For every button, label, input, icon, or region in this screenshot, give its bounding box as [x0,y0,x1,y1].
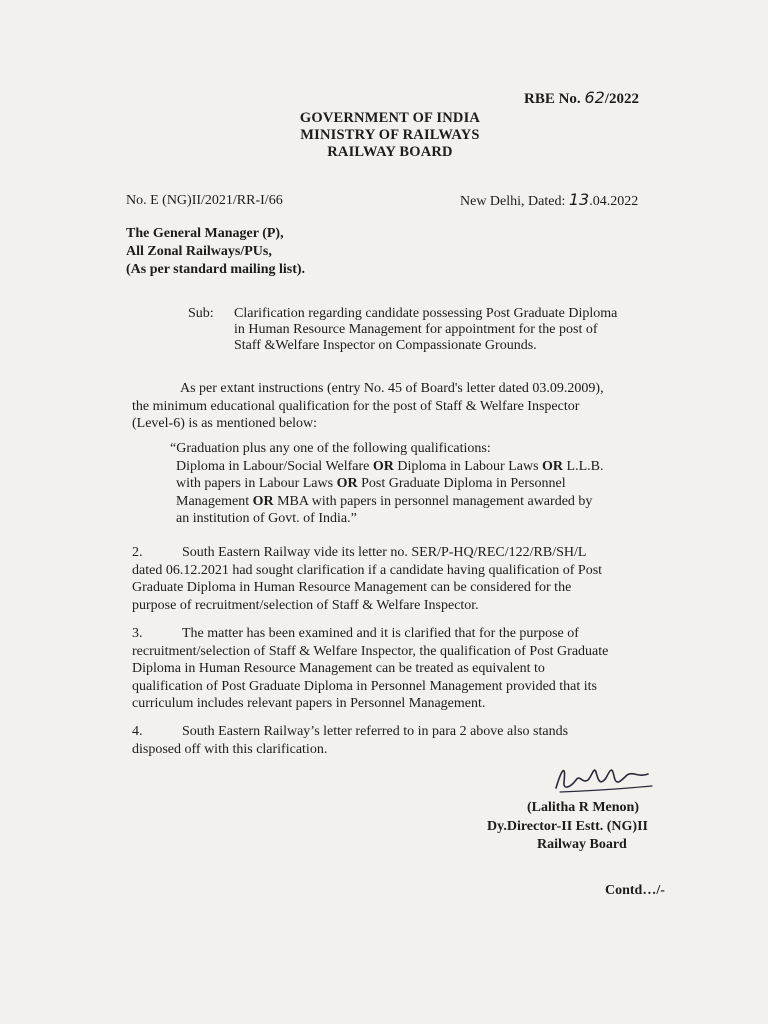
para3-line-5: curriculum includes relevant papers in Personnel Management. [132,696,486,712]
or-keyword: OR [252,493,274,509]
para3-text: The matter has been examined and it is clarified that for the purpose of [182,626,579,641]
quote-line-1: “Graduation plus any one of the following qualifications: [170,441,491,456]
para4-line-2: disposed off with this clarification. [132,741,328,757]
para1-line-3: (Level-6) is as mentioned below: [132,416,318,432]
para3-line-1 [132,625,640,643]
subject-block [188,306,617,354]
para4-text: South Eastern Railway’s letter referred to in para 2 above also stands [182,724,569,739]
letter-date [460,190,638,210]
para4-number: 4. [132,724,143,739]
para2-text: South Eastern Railway vide its letter no. SER/P-HQ/REC/122/RB/SH/L [182,545,587,560]
rbe-handwritten-number: 62 [584,88,605,107]
subject-label: Sub: [188,306,214,321]
signatory-name: (Lalitha R Menon) [527,800,639,815]
para1-line-2: the minimum educational qualification for the post of Staff & Welfare Inspector [132,398,580,414]
para3-line-2: recruitment/selection of Staff & Welfare Inspector, the qualification of Post Graduate [132,643,609,659]
paragraph-2 [132,544,640,614]
para2-number: 2. [132,545,143,560]
quote-text: Diploma in Labour/Social Welfare [176,458,373,474]
addressee-line-3: (As per standard mailing list). [126,262,306,277]
quote-line-2 [170,458,640,476]
rbe-number [524,88,639,108]
addressee-line-2: All Zonal Railways/PUs, [126,244,272,259]
date-suffix: .04.2022 [589,194,639,209]
quote-line-5: an institution of Govt. of India.” [176,511,357,527]
heading-board: RAILWAY BOARD [327,144,453,160]
quote-text: Management [176,493,253,509]
subject-line-1: Clarification regarding candidate possessing Post Graduate Diploma [234,306,618,321]
addressee-line-1: The General Manager (P), [126,226,284,241]
para2-line-4: purpose of recruitment/selection of Staff & Welfare Inspector. [132,597,479,613]
quote-line-4 [170,493,640,511]
heading-government: GOVERNMENT OF INDIA [299,110,481,126]
qualification-quote [170,440,640,528]
quote-text: L.L.B. [563,458,604,474]
quote-text: Diploma in Labour Laws [393,458,543,474]
subject-line-2: in Human Resource Management for appointment for the post of [234,322,598,337]
quote-line-3 [170,475,640,493]
para2-line-1 [132,544,640,562]
para2-line-2: dated 06.12.2021 had sought clarification if a candidate having qualification of Post [132,562,603,578]
para2-line-3: Graduate Diploma in Human Resource Management can be considered for the [132,580,572,596]
or-keyword: OR [336,476,358,492]
para3-line-3: Diploma in Human Resource Management can be treated as equivalent to [132,661,545,677]
para3-line-4: qualification of Post Graduate Diploma in Personnel Management provided that its [132,678,598,694]
date-prefix: New Delhi, Dated: [460,194,566,209]
signatory-office: Railway Board [537,837,627,852]
date-handwritten-day: 13 [568,190,590,209]
paragraph-1 [132,380,640,433]
or-keyword: OR [542,458,564,474]
subject-line-3: Staff &Welfare Inspector on Compassionate Grounds. [234,338,537,353]
signature-scribble [548,758,658,798]
para4-line-1 [132,723,640,741]
signatory-designation: Dy.Director-II Estt. (NG)II [487,819,648,834]
quote-text: Post Graduate Diploma in Personnel [357,476,566,492]
paragraph-3 [132,625,640,713]
file-number: No. E (NG)II/2021/RR-I/66 [126,193,283,208]
or-keyword: OR [372,458,394,474]
rbe-prefix: RBE No. [524,91,581,107]
heading-ministry: MINISTRY OF RAILWAYS [300,127,480,143]
continued-marker: Contd…/- [605,883,665,898]
para1-line-1: As per extant instructions (entry No. 45 of Board's letter dated 03.09.2009), [180,381,604,396]
quote-text: MBA with papers in personnel management awarded by [273,493,593,509]
paragraph-4 [132,723,640,758]
quote-text: with papers in Labour Laws [176,476,337,492]
para3-number: 3. [132,626,143,641]
rbe-suffix: /2022 [604,91,639,107]
